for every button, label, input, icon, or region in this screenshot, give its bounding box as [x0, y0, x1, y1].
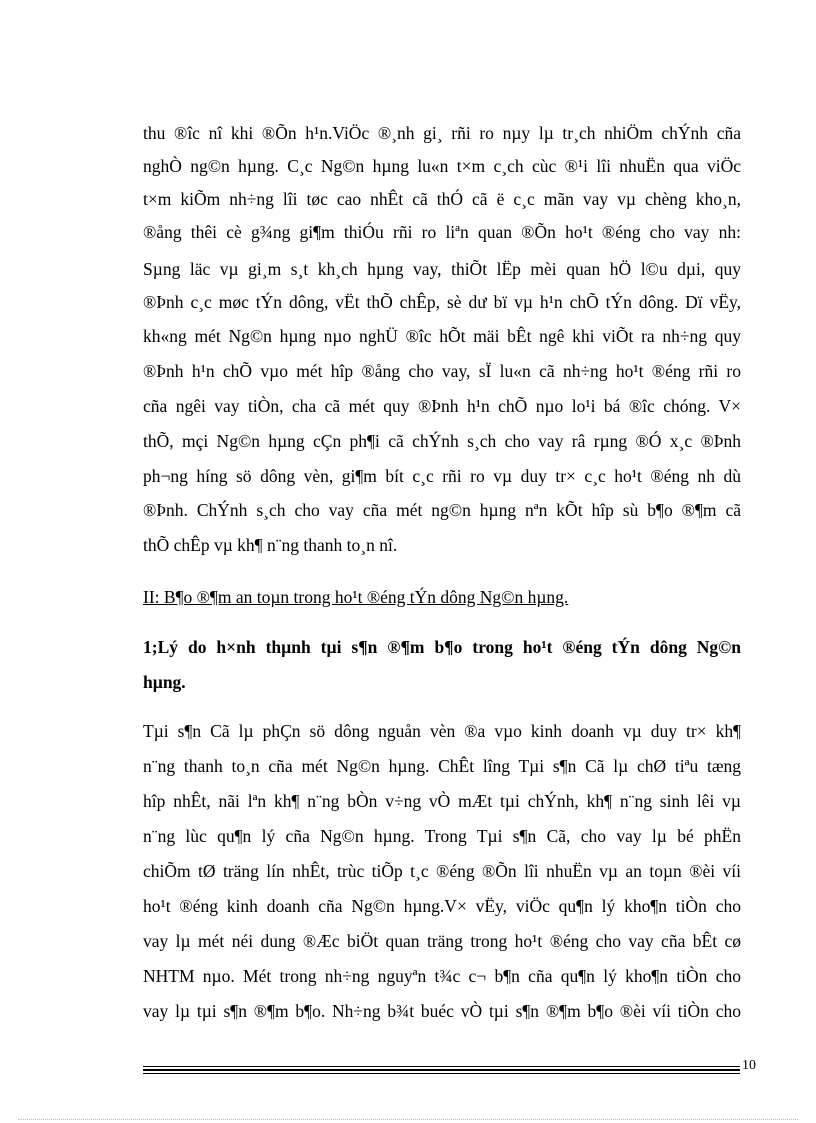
- page-bottom-border: [18, 1119, 798, 1120]
- body-line: n¨ng lùc qu¶n lý cña Ng©n hµng. Trong Tµi s¶n Cã, cho vay lµ bé phËn: [143, 826, 741, 846]
- body-line: kh«ng mét Ng©n hµng nµo nghÜ ®îc hÕt mäi bÊt ngê khi viÕt ra nh÷ng quy: [143, 326, 741, 346]
- footer-rule: [143, 1069, 740, 1071]
- body-line: n¨ng thanh to¸n cña mét Ng©n hµng. ChÊt lîng Tµi s¶n Cã lµ chØ tiªu tæng: [143, 756, 741, 776]
- body-line: t×m kiÕm nh÷ng lîi tøc cao nhÊt cã thÓ cã ë c¸c mãn vay vµ chèng kho¸n,: [143, 189, 741, 209]
- body-line: cña ngêi vay tiÒn, cha cã mét quy ®Þnh h¹n chÕ nµo lo¹i bá ®îc chóng. V×: [143, 396, 741, 416]
- body-line: Tµi s¶n Cã lµ phÇn sö dông nguån vèn ®a vµo kinh doanh vµ duy tr× kh¶: [143, 721, 741, 741]
- body-line: ph¬ng híng sö dông vèn, gi¶m bít c¸c rñi ro vµ duy tr× c¸c ho¹t ®éng nh dù: [143, 466, 741, 486]
- body-line: chiÕm tØ träng lín nhÊt, trùc tiÕp t¸c ®éng ®Õn lîi nhuËn vµ an toµn ®èi víi: [143, 861, 741, 881]
- body-line: thÕ chÊp vµ kh¶ n¨ng thanh to¸n nî.: [143, 535, 398, 555]
- body-line: thu ®îc nî khi ®Õn h¹n.ViÖc ®¸nh gi¸ rñi ro nµy lµ tr¸ch nhiÖm chÝnh cña: [143, 123, 741, 143]
- body-line: nghÒ ng©n hµng. C¸c Ng©n hµng lu«n t×m c¸ch cùc ®¹i lîi nhuËn qua viÖc: [143, 156, 741, 176]
- subheading: hµng.: [143, 672, 186, 692]
- body-line: ®Þnh c¸c møc tÝn dông, vËt thÕ chÊp, sè dư bï vµ h¹n chÕ tÝn dông. Dï vËy,: [143, 292, 741, 312]
- body-line: ®Þnh h¹n chÕ vµo mét hîp ®ång cho vay, sÏ lu«n cã nh÷ng ho¹t ®éng rñi ro: [143, 361, 741, 381]
- body-line: hîp nhÊt, nãi lªn kh¶ n¨ng bÒn v÷ng vÒ mÆt tµi chÝnh, kh¶ n¨ng sinh lêi vµ: [143, 791, 741, 811]
- body-line: ®Þnh. ChÝnh s¸ch cho vay cña mét ng©n hµng nªn kÕt hîp sù b¶o ®¶m cã: [143, 500, 741, 520]
- section-heading: II: B¶o ®¶m an toµn trong ho¹t ®éng tÝn dông Ng©n hµng.: [143, 587, 569, 607]
- page-number: 10: [742, 1058, 756, 1073]
- body-line: ®ång thêi cè g¾ng gi¶m thiÓu rñi ro liªn quan ®Õn ho¹t ®éng cho vay nh:: [143, 222, 741, 242]
- body-line: Sµng läc vµ gi¸m s¸t kh¸ch hµng vay, thiÕt lËp mèi quan hÖ l©u dµi, quy: [143, 259, 741, 279]
- body-line: ho¹t ®éng kinh doanh cña Ng©n hµng.V× vËy, viÖc qu¶n lý kho¶n tiÒn cho: [143, 896, 741, 916]
- body-line: NHTM nµo. Mét trong nh÷ng nguyªn t¾c c¬ b¶n cña qu¶n lý kho¶n tiÒn cho: [143, 966, 741, 986]
- body-line: vay lµ mét néi dung ®Æc biÖt quan träng trong ho¹t ®éng cho vay cña bÊt cø: [143, 931, 741, 951]
- footer-rule: [143, 1073, 740, 1074]
- footer-rule: [143, 1066, 740, 1067]
- subheading: 1;Lý do h×nh thµnh tµi s¶n ®¶m b¶o trong ho¹t ®éng tÝn dông Ng©n: [143, 637, 741, 657]
- body-line: vay lµ tµi s¶n ®¶m b¶o. Nh÷ng b¾t buéc vÒ tµi s¶n ®¶m b¶o ®èi víi tiÒn cho: [143, 1001, 741, 1021]
- body-line: thÕ, mçi Ng©n hµng cÇn ph¶i cã chÝnh s¸ch cho vay râ rµng ®Ó x¸c ®Þnh: [143, 431, 741, 451]
